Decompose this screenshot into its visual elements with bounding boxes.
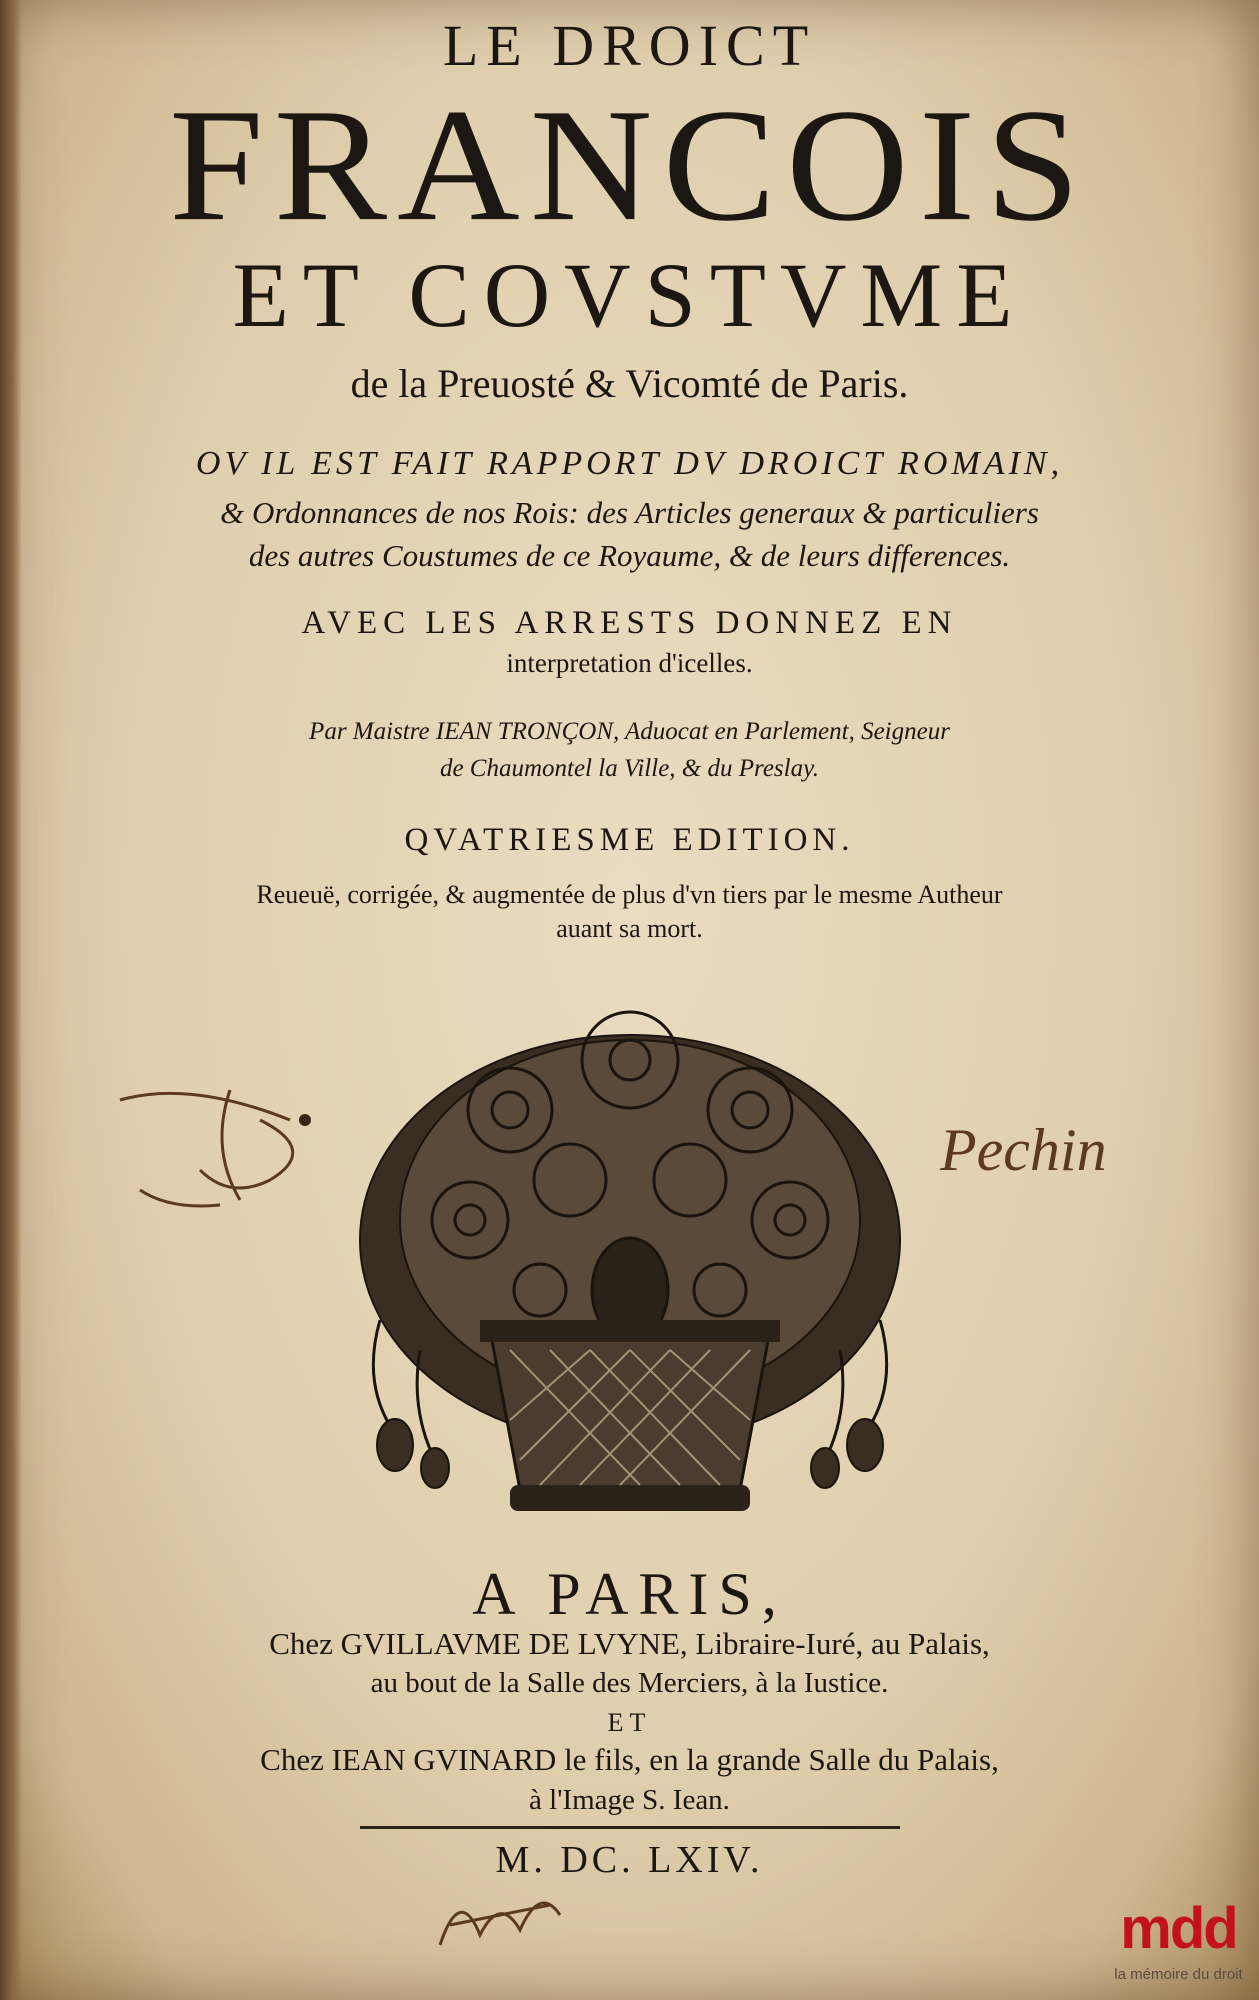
flower-basket-icon bbox=[340, 990, 920, 1530]
edition-note-1: Reueuë, corrigée, & augmentée de plus d'vn tiers par le mesme Autheur bbox=[256, 880, 1003, 909]
arrests-line-2: interpretation d'icelles. bbox=[506, 648, 753, 678]
imprint-conjunction: ET bbox=[607, 1708, 652, 1737]
svg-text:Pechin: Pechin bbox=[940, 1117, 1107, 1183]
author-line-1: Par Maistre IEAN TRONÇON, Aduocat en Parlement, Seigneur bbox=[309, 718, 950, 745]
title-line-4: de la Preuosté & Vicomté de Paris. bbox=[350, 361, 909, 406]
publication-date: M. DC. LXIV. bbox=[495, 1839, 764, 1881]
handwritten-signature-right bbox=[935, 1100, 1235, 1210]
handwritten-mark-left bbox=[110, 1060, 330, 1220]
subtitle-line-3: des autres Coustumes de ce Royaume, & de leurs differences. bbox=[248, 538, 1011, 573]
edition-label: QVATRIESME EDITION. bbox=[404, 822, 855, 858]
imprint-address-1: au bout de la Salle des Merciers, à la Iustice. bbox=[370, 1667, 889, 1699]
title-line-2: FRANCOIS bbox=[169, 75, 1090, 255]
imprint-publisher-2: Chez IEAN GVINARD le fils, en la grande Salle du Palais, bbox=[260, 1742, 999, 1777]
title-line-3: ET COVSTVME bbox=[232, 244, 1027, 346]
imprint-publisher-1: Chez GVILLAVME DE LVYNE, Libraire-Iuré, au Palais, bbox=[269, 1626, 990, 1661]
edition-note-2: auant sa mort. bbox=[556, 914, 703, 943]
mdd-logo bbox=[1098, 1898, 1259, 2000]
logo-mark: mdd bbox=[1120, 1896, 1237, 1961]
title-line-1: LE DROICT bbox=[442, 13, 817, 78]
imprint-city: A PARIS, bbox=[472, 1561, 787, 1627]
divider-rule bbox=[360, 1826, 900, 1829]
handwritten-flourish-bottom bbox=[430, 1875, 570, 1965]
subtitle-line-1: OV IL EST FAIT RAPPORT DV DROICT ROMAIN, bbox=[195, 445, 1064, 482]
imprint-address-2: à l'Image S. Iean. bbox=[529, 1784, 730, 1816]
author-line-2: de Chaumontel la Ville, & du Preslay. bbox=[439, 755, 820, 782]
logo-text: la mémoire du droit bbox=[1114, 1966, 1243, 1983]
subtitle-line-2: & Ordonnances de nos Rois: des Articles generaux & particuliers bbox=[220, 495, 1039, 530]
arrests-line-1: AVEC LES ARRESTS DONNEZ EN bbox=[301, 605, 958, 641]
